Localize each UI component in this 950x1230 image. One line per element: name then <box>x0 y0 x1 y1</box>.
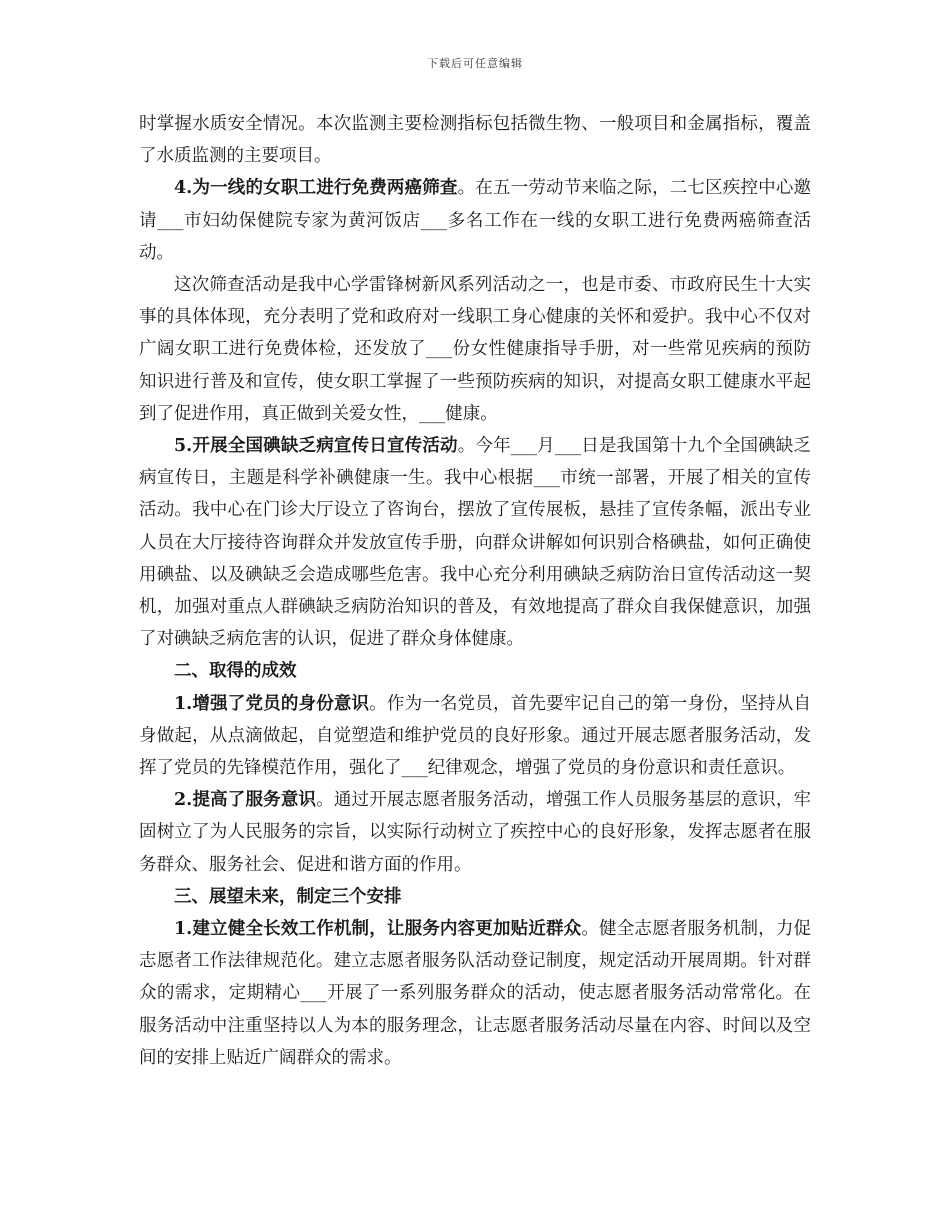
paragraph-lead: 2.提高了服务意识 <box>174 790 317 811</box>
paragraph-screening-details <box>139 269 811 430</box>
paragraph-long-term-mechanism <box>139 913 811 1074</box>
section-heading-results: 二、取得的成效 <box>174 661 297 682</box>
paragraph-text: 。通过开展志愿者服务活动，增强工作人员服务基层的意识，牢固树立了为人民服务的宗旨，以实际行动树立了疾控中心的良好形象，发挥志愿者在服务群众、服务社会、促进和谐方面的作用。 <box>139 790 811 875</box>
paragraph-party-identity <box>139 688 811 785</box>
section-heading-outlook: 三、展望未来，制定三个安排 <box>174 886 402 907</box>
paragraph-text: 时掌握水质安全情况。本次监测主要检测指标包括微生物、一般项目和金属指标，覆盖了水质监测的主要项目。 <box>139 114 811 167</box>
paragraph-text: 。健全志愿者服务机制，力促志愿者工作法律规范化。建立志愿者服务队活动登记制度，规定活动开展周期。针对群众的需求，定期精心___开展了一系列服务群众的活动，使志愿者服务活动常常化。在服务活动中注重坚持以人为本的服务理念，让志愿者服务活动尽量在内容、时间以及空间的安排上贴近广阔群众的需求。 <box>139 919 811 1068</box>
paragraph-lead: 5.开展全国碘缺乏病宣传日宣传活动 <box>174 436 458 457</box>
page-header-note: 下载后可任意编辑 <box>427 57 523 70</box>
paragraph-lead: 4.为一线的女职工进行免费两癌筛查 <box>174 178 458 199</box>
paragraph-lead: 1.增强了党员的身份意识 <box>174 693 370 714</box>
paragraph-text: 。今年___月___日是我国第十九个全国碘缺乏病宣传日，主题是科学补碘健康一生。我中心根据___市统一部署，开展了相关的宣传活动。我中心在门诊大厅设立了咨询台，摆放了宣传展板，悬挂了宣传条幅，派出专业人员在大厅接待咨询群众并发放宣传手册，向群众讲解如何识别合格碘盐，如何正确使用碘盐、以及碘缺乏会造成哪些危害。我中心充分利用碘缺乏病防治日宣传活动这一契机，加强对重点人群碘缺乏病防治知识的普及，有效地提高了群众自我保健意识，加强了对碘缺乏病危害的认识，促进了群众身体健康。 <box>139 436 811 650</box>
paragraph-text: 。在五一劳动节来临之际，二七区疾控中心邀请___市妇幼保健院专家为黄河饭店___多名工作在一线的女职工进行免费两癌筛查活动。 <box>139 178 811 263</box>
paragraph-lead: 1.建立健全长效工作机制，让服务内容更加贴近群众 <box>174 919 582 940</box>
paragraph-text: 。作为一名党员，首先要牢记自己的第一身份，坚持从自身做起，从点滴做起，自觉塑造和维护党员的良好形象。通过开展志愿者服务活动，发挥了党员的先锋模范作用，强化了___纪律观念，增强了党员的身份意识和责任意识。 <box>139 693 811 779</box>
paragraph-service-awareness <box>139 784 811 881</box>
paragraph-water-quality <box>139 108 811 172</box>
paragraph-text: 这次筛查活动是我中心学雷锋树新风系列活动之一，也是市委、市政府民生十大实事的具体体现，充分表明了党和政府对一线职工身心健康的关怀和爱护。我中心不仅对广阔女职工进行免费体检，还发放了___份女性健康指导手册，对一些常见疾病的预防知识进行普及和宣传，使女职工掌握了一些预防疾病的知识，对提高女职工健康水平起到了促进作用，真正做到关爱女性，___健康。 <box>139 275 811 424</box>
paragraph-iodine-campaign <box>139 430 811 655</box>
paragraph-cancer-screening <box>139 172 811 269</box>
document-body <box>139 108 811 1074</box>
